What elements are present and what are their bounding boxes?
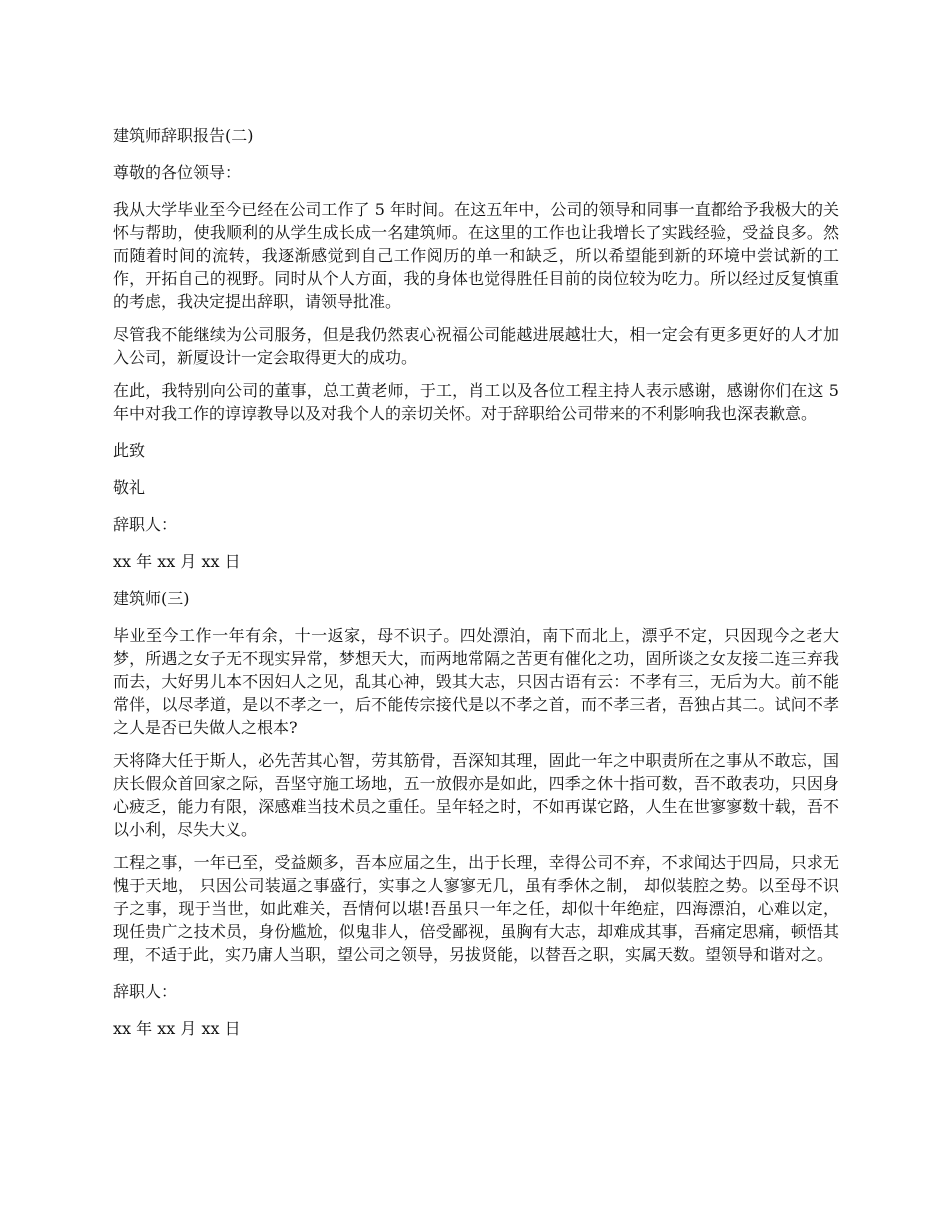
closing-line: 敬礼 <box>113 478 146 497</box>
closing-line: 此致 <box>113 441 146 460</box>
body-paragraph: 工程之事，一年已至，受益颇多，吾本应届之生，出于长理，幸得公司不弃，不求闻达于四局，只求无愧于天地， 只因公司装逼之事盛行，实事之人寥寥无几，虽有季休之制， 却似装腔之势。以至母不识子之事，现于当世，如此难关，吾情何以堪!吾虽只一年之任，却似十年绝症，四海漂泊，心难以定，现任贵广之技术员，身份尴尬，似鬼非人，倍受鄙视，虽胸有大志，却难成其事，吾痛定思痛，顿悟其理，不适于此，实乃庸人当职，望公司之领导，另拔贤能，以替吾之职，实属天数。望领导和谐对之。 <box>113 853 839 964</box>
body-paragraph: 毕业至今工作一年有余，十一返家，母不识子。四处漂泊，南下而北上，漂乎不定，只因现今之老大梦，所遇之女子无不现实异常，梦想天大，而两地常隔之苦更有催化之功，固所谈之女友接二连三弃我而去，大好男儿本不因妇人之见，乱其心神，毁其大志，只因古语有云：不孝有三，无后为大。前不能常伴，以尽孝道，是以不孝之一，后不能传宗接代是以不孝之首，而不孝三者，吾独占其二。试问不孝之人是否已失做人之根本? <box>113 626 839 737</box>
section-title: 建筑师(三) <box>113 589 190 608</box>
signer-label: 辞职人： <box>113 982 178 1001</box>
body-paragraph: 我从大学毕业至今已经在公司工作了 5 年时间。在这五年中，公司的领导和同事一直都给予我极大的关怀与帮助，使我顺利的从学生成长成一名建筑师。在这里的工作也让我增长了实践经验，受益良多。然而随着时间的流转，我逐渐感觉到自己工作阅历的单一和缺乏，所以希望能到新的环境中尝试新的工作，开拓自己的视野。同时从个人方面，我的身体也觉得胜任目前的岗位较为吃力。所以经过反复慎重的考虑，我决定提出辞职，请领导批准。 <box>113 200 839 311</box>
body-paragraph: 在此，我特别向公司的董事，总工黄老师，于工，肖工以及各位工程主持人表示感谢，感谢你们在这 5 年中对我工作的谆谆教导以及对我个人的亲切关怀。对于辞职给公司带来的不利影响我也深表歉意。 <box>113 381 839 423</box>
document-page <box>113 124 839 1050</box>
section-title: 建筑师辞职报告(二) <box>113 126 254 145</box>
date-line: xx 年 xx 月 xx 日 <box>113 552 241 571</box>
signer-label: 辞职人： <box>113 515 178 534</box>
body-paragraph: 天将降大任于斯人，必先苦其心智，劳其筋骨，吾深知其理，固此一年之中职责所在之事从不敢忘，国庆长假众首回家之际，吾坚守施工场地，五一放假亦是如此，四季之休十指可数，吾不敢表功，只因身心疲乏，能力有限，深感难当技术员之重任。呈年轻之时，不如再谋它路，人生在世寥寥数十载，吾不以小利，尽失大义。 <box>113 751 839 839</box>
salutation: 尊敬的各位领导： <box>113 163 242 182</box>
body-paragraph: 尽管我不能继续为公司服务，但是我仍然衷心祝福公司能越进展越壮大，相一定会有更多更好的人才加入公司，新厦设计一定会取得更大的成功。 <box>113 325 839 367</box>
date-line: xx 年 xx 月 xx 日 <box>113 1019 241 1038</box>
